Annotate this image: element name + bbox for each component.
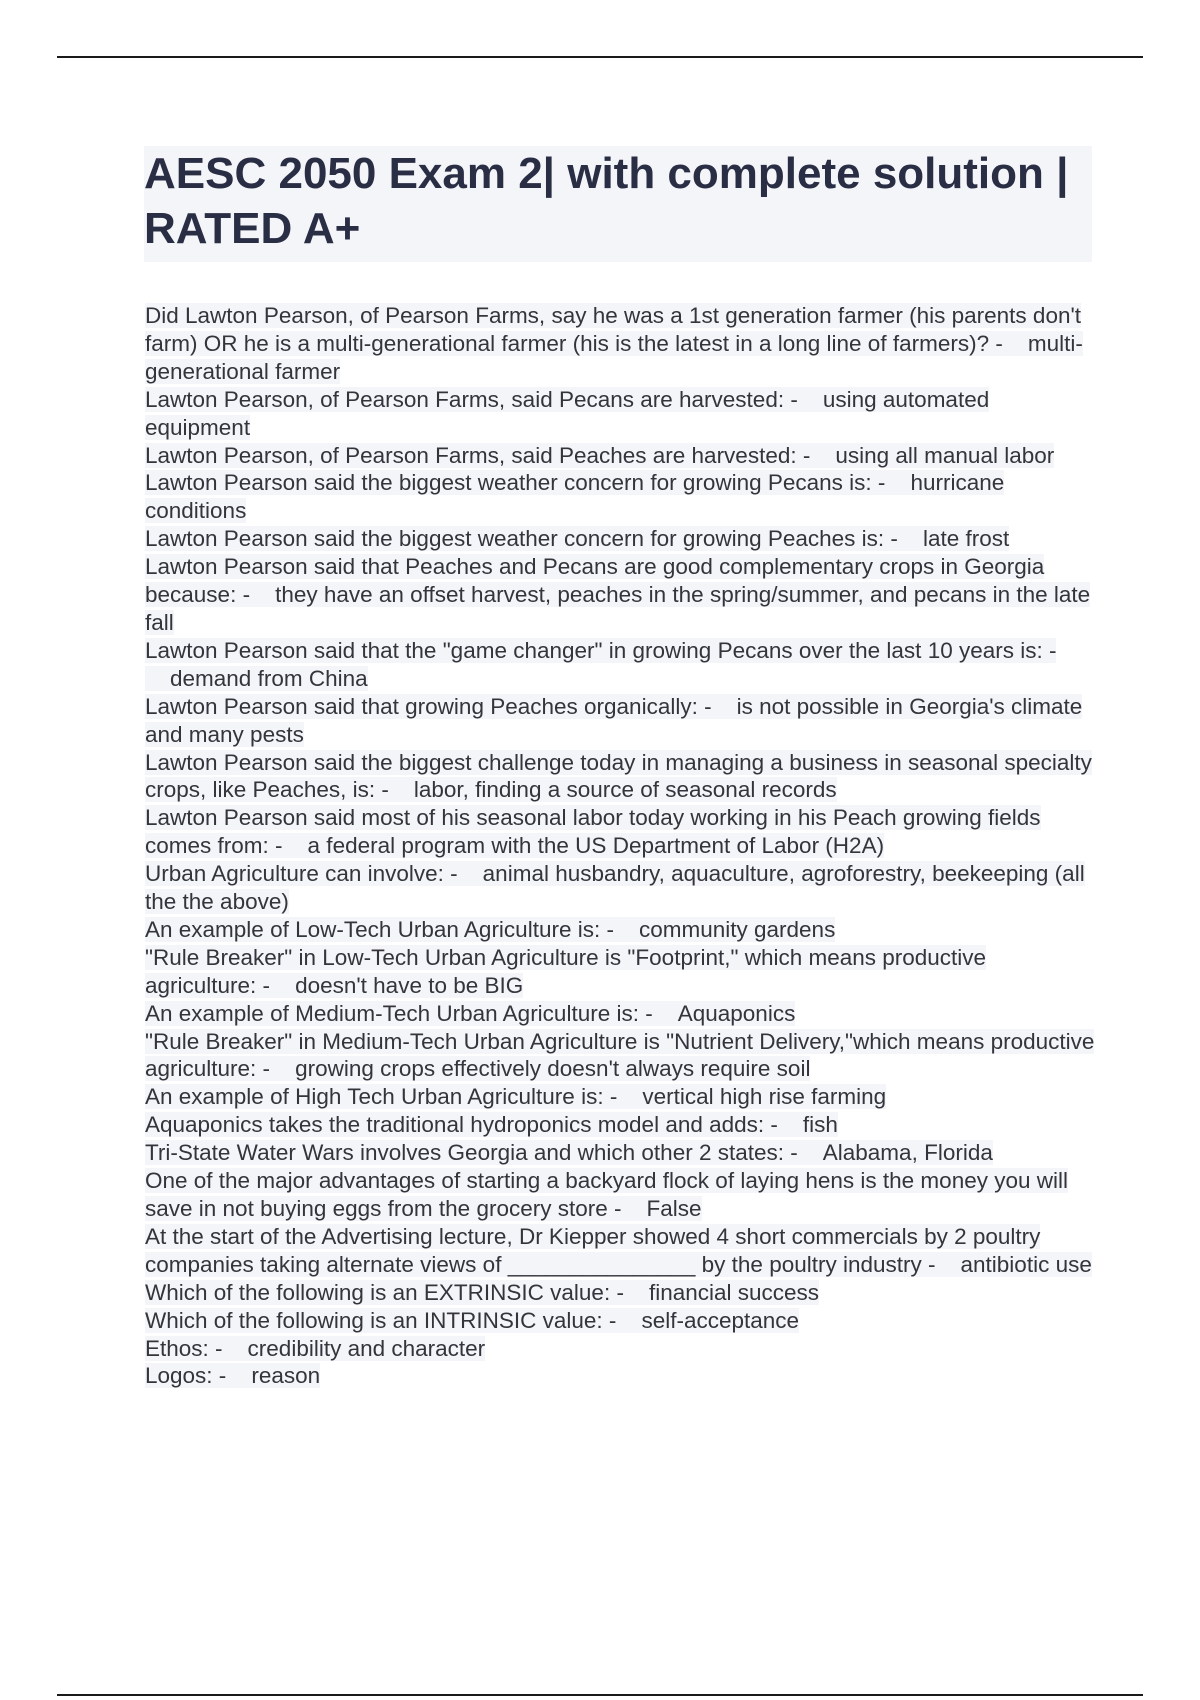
answer-text: Alabama, Florida: [822, 1140, 993, 1166]
question-text: Did Lawton Pearson, of Pearson Farms, say he was a 1st generation farmer (his parents don't farm) OR he is a multi-generational farmer (his is the latest in a long line of farmers)? -: [145, 303, 1082, 356]
question-text: One of the major advantages of starting a backyard flock of laying hens is the money you will save in not buying eggs from the grocery store -: [145, 1168, 1068, 1221]
qa-item: [145, 302, 1095, 386]
question-text: Lawton Pearson said that growing Peaches organically: -: [145, 693, 712, 719]
answer-text: False: [646, 1196, 702, 1221]
qa-item: [145, 637, 1095, 693]
qa-item: [145, 1362, 1095, 1390]
qa-item: [145, 1028, 1095, 1084]
answer-text: multi-generational farmer: [145, 330, 1083, 384]
question-text: Lawton Pearson, of Pearson Farms, said Peaches are harvested: -: [145, 442, 811, 468]
question-text: At the start of the Advertising lecture, Dr Kiepper showed 4 short commercials by 2 poultry companies taking alternate views of _______________ by the poultry industry -: [145, 1223, 1041, 1277]
answer-text: community gardens: [638, 916, 836, 942]
question-text: Which of the following is an INTRINSIC value: -: [145, 1307, 617, 1333]
qa-item: [145, 1279, 1095, 1307]
qa-item: [145, 860, 1095, 916]
answer-text: using automated equipment: [145, 386, 990, 440]
qa-item: [145, 693, 1095, 749]
question-text: Lawton Pearson said the biggest weather concern for growing Peaches is: -: [145, 526, 898, 552]
qa-item: [145, 1223, 1095, 1279]
answer-text: Aquaponics: [677, 1000, 796, 1026]
question-text: Lawton Pearson said the biggest challenge today in managing a business in seasonal specialty crops, like Peaches, is: -: [145, 749, 1092, 803]
question-text: Urban Agriculture can involve: -: [145, 861, 458, 887]
qa-item: [145, 1111, 1095, 1139]
qa-item: [145, 944, 1095, 1000]
answer-text: antibiotic use: [960, 1251, 1092, 1277]
answer-text: labor, finding a source of seasonal records: [413, 777, 837, 803]
bottom-rule: [57, 1694, 1143, 1696]
answer-text: a federal program with the US Department of Labor (H2A): [307, 833, 885, 859]
title-block: [144, 146, 1092, 262]
top-rule: [57, 56, 1143, 58]
question-text: An example of Medium-Tech Urban Agriculture is: -: [145, 1000, 653, 1026]
answer-text: is not possible in Georgia's climate and many pests: [145, 693, 1083, 747]
qa-item: [145, 553, 1095, 637]
answer-text: credibility and character: [247, 1335, 486, 1361]
question-text: Which of the following is an EXTRINSIC value: -: [145, 1279, 624, 1305]
answer-text: animal husbandry, aquaculture, agroforestry, beekeeping (all the the above): [145, 861, 1085, 915]
qa-item: [145, 386, 1095, 442]
qa-item: [145, 469, 1095, 525]
answer-text: financial success: [648, 1279, 820, 1305]
question-text: Lawton Pearson said that Peaches and Pecans are good complementary crops in Georgia because: -: [145, 554, 1045, 608]
qa-item: [145, 1167, 1095, 1223]
qa-item: [145, 1139, 1095, 1167]
question-text: Lawton Pearson said the biggest weather concern for growing Pecans is: -: [145, 470, 886, 496]
qa-item: [145, 916, 1095, 944]
answer-text: doesn't have to be BIG: [295, 972, 524, 998]
question-text: Lawton Pearson, of Pearson Farms, said Pecans are harvested: -: [145, 386, 798, 412]
answer-text: late frost: [922, 526, 1010, 552]
qa-item: [145, 1335, 1095, 1363]
question-text: Tri-State Water Wars involves Georgia and which other 2 states: -: [145, 1140, 798, 1166]
answer-text: using all manual labor: [835, 442, 1055, 468]
question-text: Lawton Pearson said most of his seasonal labor today working in his Peach growing fields comes from: -: [145, 805, 1041, 859]
qa-item: [145, 442, 1095, 470]
question-text: Logos: -: [145, 1363, 227, 1389]
answer-text: growing crops effectively doesn't always require soil: [295, 1056, 811, 1082]
answer-text: vertical high rise farming: [642, 1084, 887, 1110]
answer-text: reason: [251, 1363, 321, 1389]
answer-text: they have an offset harvest, peaches in the spring/summer, and pecans in the late fall: [145, 582, 1091, 635]
qa-item: [145, 749, 1095, 805]
question-text: Aquaponics takes the traditional hydroponics model and adds: -: [145, 1112, 778, 1138]
answer-text: hurricane conditions: [145, 470, 1005, 524]
qa-item: [145, 804, 1095, 860]
qa-item: [145, 1000, 1095, 1028]
answer-text: fish: [802, 1112, 838, 1138]
document-title: AESC 2050 Exam 2| with complete solution | RATED A+: [144, 149, 1069, 253]
question-text: "Rule Breaker" in Low-Tech Urban Agriculture is "Footprint," which means productive agriculture: -: [145, 944, 987, 998]
question-text: An example of Low-Tech Urban Agriculture is: -: [145, 916, 614, 942]
question-text: An example of High Tech Urban Agriculture is: -: [145, 1084, 618, 1110]
qa-list: [145, 302, 1095, 1390]
answer-text: self-acceptance: [641, 1307, 800, 1333]
qa-item: [145, 1307, 1095, 1335]
qa-item: [145, 525, 1095, 553]
qa-item: [145, 1083, 1095, 1111]
question-text: Lawton Pearson said that the "game changer" in growing Pecans over the last 10 years is: -: [145, 637, 1057, 663]
answer-text: demand from China: [170, 665, 368, 691]
question-text: "Rule Breaker" in Medium-Tech Urban Agriculture is "Nutrient Delivery,"which means productive agriculture: -: [145, 1028, 1095, 1082]
question-text: Ethos: -: [145, 1335, 223, 1361]
